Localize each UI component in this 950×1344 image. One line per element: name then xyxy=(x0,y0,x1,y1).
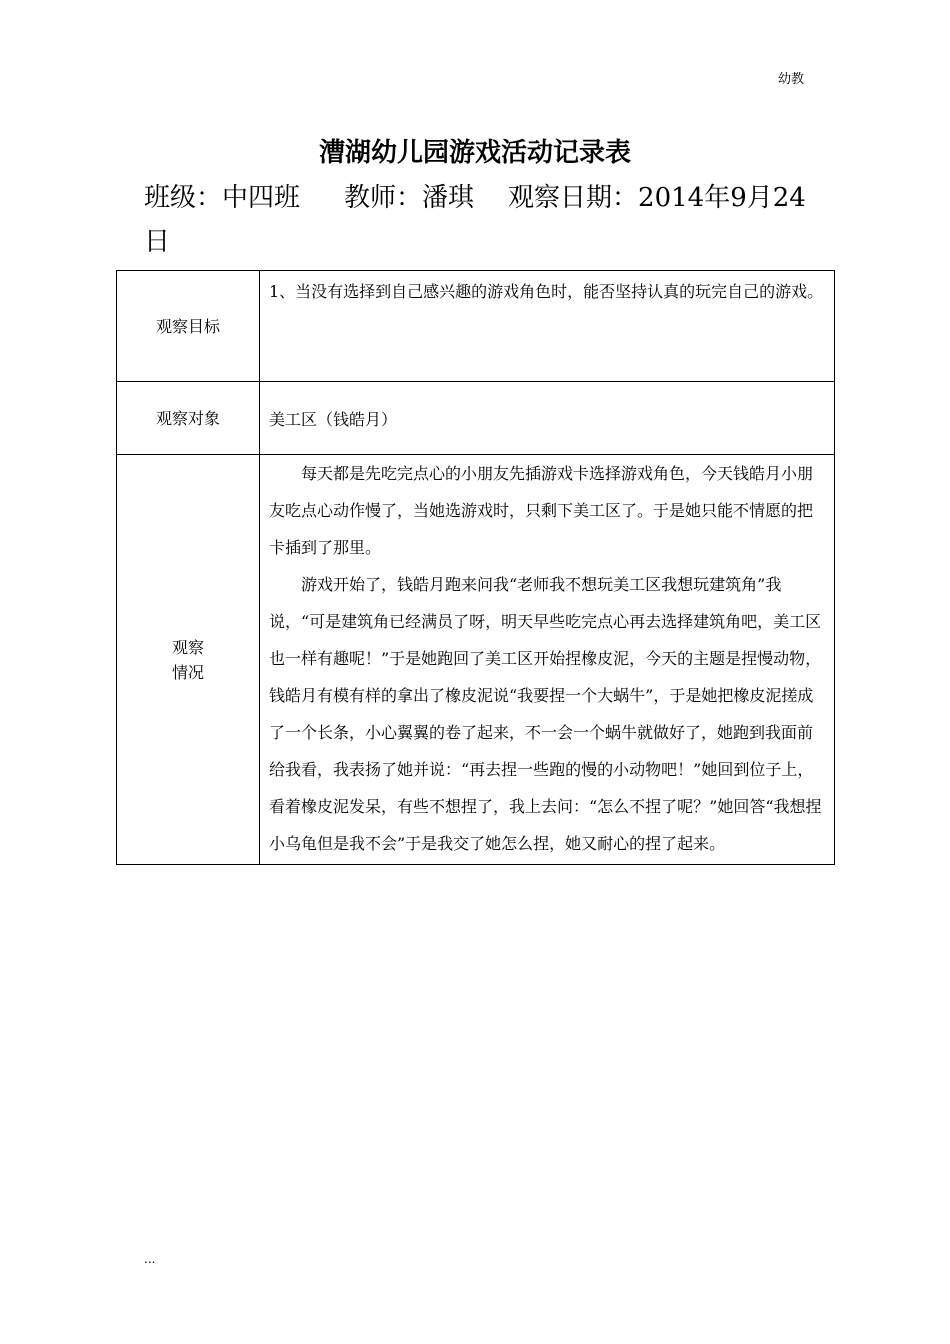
situation-paragraph: 每天都是先吃完点心的小朋友先插游戏卡选择游戏角色，今天钱皓月小朋友吃点心动作慢了，当她选游戏时，只剩下美工区了。于是她只能不情愿的把卡插到了那里。 xyxy=(269,464,814,557)
goal-row xyxy=(117,271,835,382)
document-title: 漕湖幼儿园游戏活动记录表 xyxy=(318,138,631,168)
info-line xyxy=(144,176,824,264)
target-row xyxy=(117,382,835,455)
header-note: 幼教 xyxy=(778,72,805,87)
teacher-info: 教师：潘琪 xyxy=(344,183,475,213)
situation-label-line-2: 情况 xyxy=(171,662,204,682)
target-text: 美工区（钱皓月） xyxy=(260,382,835,455)
situation-paragraph: 游戏开始了，钱皓月跑来问我“老师我不想玩美工区我想玩建筑角”我说，“可是建筑角已经满员了呀，明天早些吃完点心再去选择建筑角吧，美工区也一样有趣呢！”于是她跑回了美工区开始捏橡皮泥，今天的主题是捏慢动物，钱皓月有模有样的拿出了橡皮泥说“我要捏一个大蜗牛”，于是她把橡皮泥搓成了一个长条，小心翼翼的卷了起来，不一会一个蜗牛就做好了，她跑到我面前给我看，我表扬了她并说：“再去捏一些跑的慢的小动物吧！”她回到位子上，看着橡皮泥发呆，有些不想捏了，我上去问：“怎么不捏了呢？”她回答“我想捏小乌龟但是我不会”于是我交了她怎么捏，她又耐心的捏了起来。 xyxy=(269,575,822,853)
target-label: 观察对象 xyxy=(117,382,260,455)
situation-row xyxy=(117,455,835,865)
situation-label xyxy=(117,455,260,865)
record-table xyxy=(116,270,835,865)
situation-text xyxy=(260,455,835,865)
footer-note: ... xyxy=(144,1252,156,1266)
class-info: 班级：中四班 xyxy=(144,183,301,213)
goal-label: 观察目标 xyxy=(117,271,260,382)
goal-text: 1、当没有选择到自己感兴趣的游戏角色时，能否坚持认真的玩完自己的游戏。 xyxy=(260,271,835,382)
date-info: 观察日期：2014年9月24日 xyxy=(144,183,806,257)
situation-label-line-1: 观察 xyxy=(171,637,204,657)
